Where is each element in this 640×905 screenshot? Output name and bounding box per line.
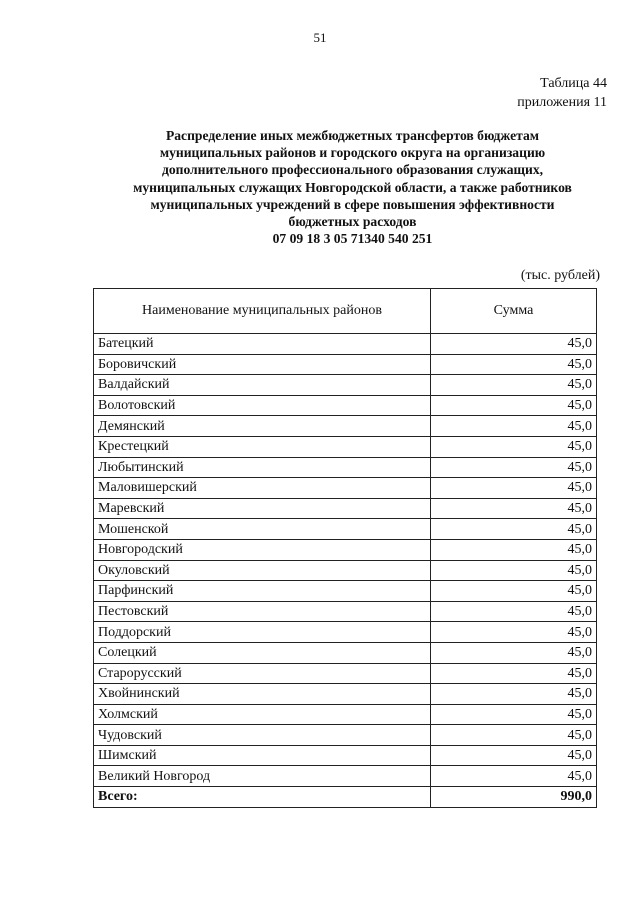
district-name-cell: Валдайский (94, 375, 431, 396)
district-name-cell: Любытинский (94, 457, 431, 478)
amount-cell: 45,0 (431, 642, 597, 663)
amount-cell: 45,0 (431, 601, 597, 622)
amount-cell: 45,0 (431, 539, 597, 560)
district-name-cell: Маревский (94, 498, 431, 519)
district-name-cell: Парфинский (94, 581, 431, 602)
distribution-table (93, 288, 597, 808)
amount-cell: 45,0 (431, 395, 597, 416)
table-row (94, 684, 597, 705)
amount-cell: 45,0 (431, 334, 597, 355)
amount-cell: 45,0 (431, 745, 597, 766)
amount-cell: 45,0 (431, 436, 597, 457)
district-name-cell: Боровичский (94, 354, 431, 375)
budget-code: 07 09 18 3 05 71340 540 251 (272, 231, 433, 247)
table-row (94, 498, 597, 519)
table-row (94, 334, 597, 355)
table-row (94, 436, 597, 457)
heading-line: муниципальных служащих Новгородской области, а также работников (133, 179, 572, 195)
total-label: Всего: (94, 787, 431, 808)
table-row (94, 601, 597, 622)
district-name-cell: Мошенской (94, 519, 431, 540)
district-name-cell: Новгородский (94, 539, 431, 560)
district-name-cell: Солецкий (94, 642, 431, 663)
amount-cell: 45,0 (431, 704, 597, 725)
document-heading (95, 127, 610, 247)
amount-cell: 45,0 (431, 622, 597, 643)
amount-cell: 45,0 (431, 498, 597, 519)
amount-cell: 45,0 (431, 581, 597, 602)
amount-cell: 45,0 (431, 560, 597, 581)
column-header-name: Наименование муниципальных районов (94, 289, 431, 334)
district-name-cell: Поддорский (94, 622, 431, 643)
table-row (94, 457, 597, 478)
table-row (94, 354, 597, 375)
appendix-number: приложения 11 (517, 95, 607, 110)
table-row (94, 539, 597, 560)
district-name-cell: Великий Новгород (94, 766, 431, 787)
heading-line: муниципальных районов и городского округа на организацию (159, 145, 546, 161)
amount-cell: 45,0 (431, 416, 597, 437)
table-header-row (94, 289, 597, 334)
table-body (94, 334, 597, 808)
amount-cell: 45,0 (431, 375, 597, 396)
table-row (94, 663, 597, 684)
table-row (94, 704, 597, 725)
heading-line: Распределение иных межбюджетных трансфертов бюджетам (165, 128, 540, 143)
district-name-cell: Холмский (94, 704, 431, 725)
amount-cell: 45,0 (431, 457, 597, 478)
district-name-cell: Волотовский (94, 395, 431, 416)
heading-line: дополнительного профессионального образования служащих, (161, 162, 544, 178)
amount-cell: 45,0 (431, 725, 597, 746)
table-row (94, 478, 597, 499)
amount-cell: 45,0 (431, 519, 597, 540)
district-name-cell: Демянский (94, 416, 431, 437)
amount-cell: 45,0 (431, 684, 597, 705)
table-row (94, 766, 597, 787)
table-row (94, 560, 597, 581)
district-name-cell: Пестовский (94, 601, 431, 622)
total-row (94, 787, 597, 808)
column-header-sum: Сумма (431, 289, 597, 334)
district-name-cell: Крестецкий (94, 436, 431, 457)
amount-cell: 45,0 (431, 663, 597, 684)
table-row (94, 642, 597, 663)
unit-label: (тыс. рублей) (520, 268, 600, 283)
table-row (94, 395, 597, 416)
table-row (94, 622, 597, 643)
table-row (94, 581, 597, 602)
table-row (94, 519, 597, 540)
heading-line: муниципальных учреждений в сфере повышения эффективности (150, 196, 555, 212)
table-row (94, 375, 597, 396)
table-number: Таблица 44 (540, 76, 607, 91)
table-reference (517, 74, 607, 112)
district-name-cell: Маловишерский (94, 478, 431, 499)
district-name-cell: Старорусский (94, 663, 431, 684)
table-row (94, 416, 597, 437)
district-name-cell: Батецкий (94, 334, 431, 355)
table-row (94, 745, 597, 766)
page-number: 51 (313, 30, 327, 45)
amount-cell: 45,0 (431, 354, 597, 375)
table-row (94, 725, 597, 746)
district-name-cell: Шимский (94, 745, 431, 766)
district-name-cell: Чудовский (94, 725, 431, 746)
amount-cell: 45,0 (431, 478, 597, 499)
district-name-cell: Хвойнинский (94, 684, 431, 705)
total-amount: 990,0 (431, 787, 597, 808)
heading-line: бюджетных расходов (288, 214, 417, 230)
district-name-cell: Окуловский (94, 560, 431, 581)
amount-cell: 45,0 (431, 766, 597, 787)
